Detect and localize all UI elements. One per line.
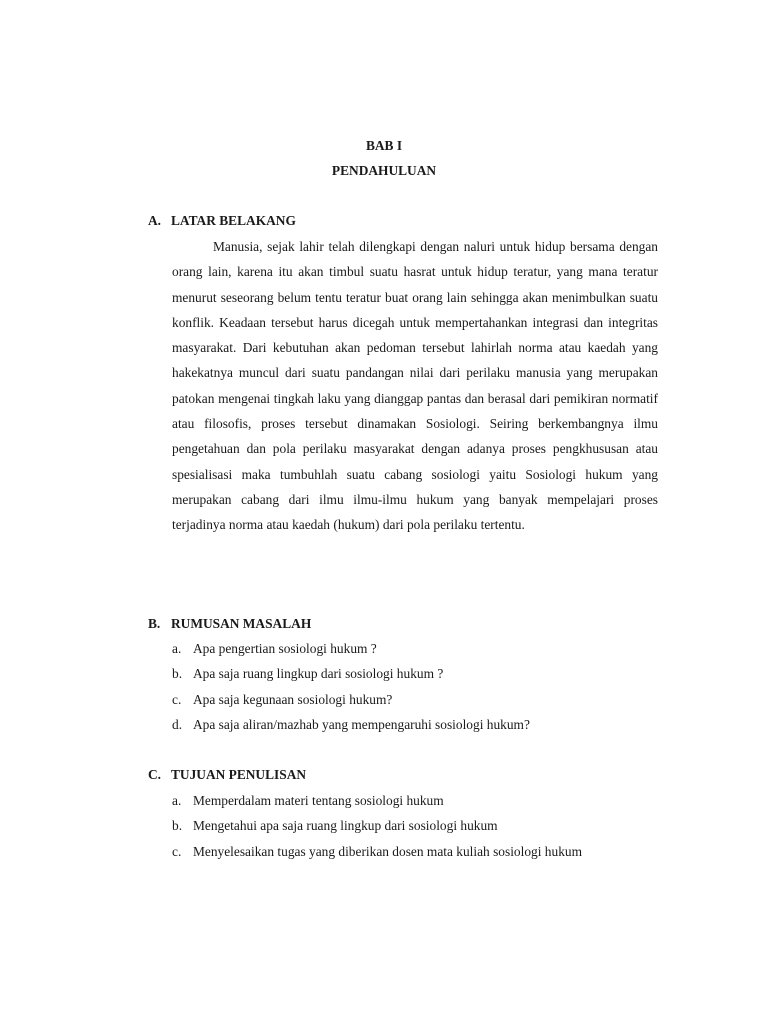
list-item: [172, 839, 582, 864]
section-a-paragraph: Manusia, sejak lahir telah dilengkapi dengan naluri untuk hidup bersama dengan orang lain, karena itu akan timbul suatu hasrat untuk hidup teratur, yang mana teratur menurut seseorang belum tentu teratur buat orang lain sehingga akan menimbulkan suatu konflik. Keadaan tersebut harus dicegah untuk mempertahankan integrasi dan integritas masyarakat. Dari kebutuhan akan pedoman tersebut lahirlah norma atau kaedah yang hakekatnya muncul dari suatu pandangan nilai dari perilaku manusia yang merupakan patokan mengenai tingkah laku yang dianggap pantas dan berasal dari pemikiran normatif atau filosofis, proses tersebut dinamakan Sosiologi. Seiring berkembangnya ilmu pengetahuan dan pola perilaku masyarakat dengan adanya proses pengkhususan atau spesialisasi maka tumbuhlah suatu cabang sosiologi yaitu Sosiologi hukum yang merupakan cabang dari ilmu ilmu-ilmu hukum yang banyak mempelajari proses terjadinya norma atau kaedah (hukum) dari pola perilaku tertentu.: [172, 239, 658, 533]
section-b-marker: B.: [148, 616, 161, 631]
list-item: [172, 788, 582, 813]
section-a-heading: [148, 213, 296, 229]
list-item-text: Memperdalam materi tentang sosiologi hukum: [193, 793, 444, 808]
list-item: [172, 712, 530, 737]
tujuan-penulisan-list: [172, 788, 582, 864]
list-item-text: Apa saja ruang lingkup dari sosiologi hukum ?: [193, 666, 444, 682]
section-b-heading: [148, 616, 311, 632]
list-marker: a.: [172, 641, 182, 656]
list-marker: d.: [172, 717, 183, 733]
list-item-text: Mengetahui apa saja ruang lingkup dari sosiologi hukum: [193, 818, 498, 834]
section-c-marker: C.: [148, 767, 162, 782]
list-marker: b.: [172, 818, 183, 834]
section-a-title: LATAR BELAKANG: [171, 213, 296, 228]
list-item: [172, 813, 582, 838]
section-c-heading: [148, 767, 306, 783]
list-item: [172, 636, 530, 661]
section-b-title: RUMUSAN MASALAH: [171, 616, 312, 631]
list-marker: b.: [172, 666, 183, 682]
list-item-text: Menyelesaikan tugas yang diberikan dosen mata kuliah sosiologi hukum: [193, 843, 582, 859]
list-marker: c.: [172, 843, 182, 859]
list-marker: c.: [172, 691, 182, 707]
list-marker: a.: [172, 793, 182, 808]
section-a-marker: A.: [148, 213, 162, 228]
list-item-text: Apa saja kegunaan sosiologi hukum?: [193, 691, 393, 707]
list-item-text: Apa pengertian sosiologi hukum ?: [193, 641, 377, 656]
chapter-title: PENDAHULUAN: [331, 163, 437, 178]
list-item-text: Apa saja aliran/mazhab yang mempengaruhi sosiologi hukum?: [193, 717, 530, 733]
rumusan-masalah-list: [172, 636, 530, 738]
chapter-heading: BAB I: [365, 138, 403, 153]
list-item: [172, 661, 530, 686]
list-item: [172, 687, 530, 712]
section-c-title: TUJUAN PENULISAN: [171, 767, 307, 782]
